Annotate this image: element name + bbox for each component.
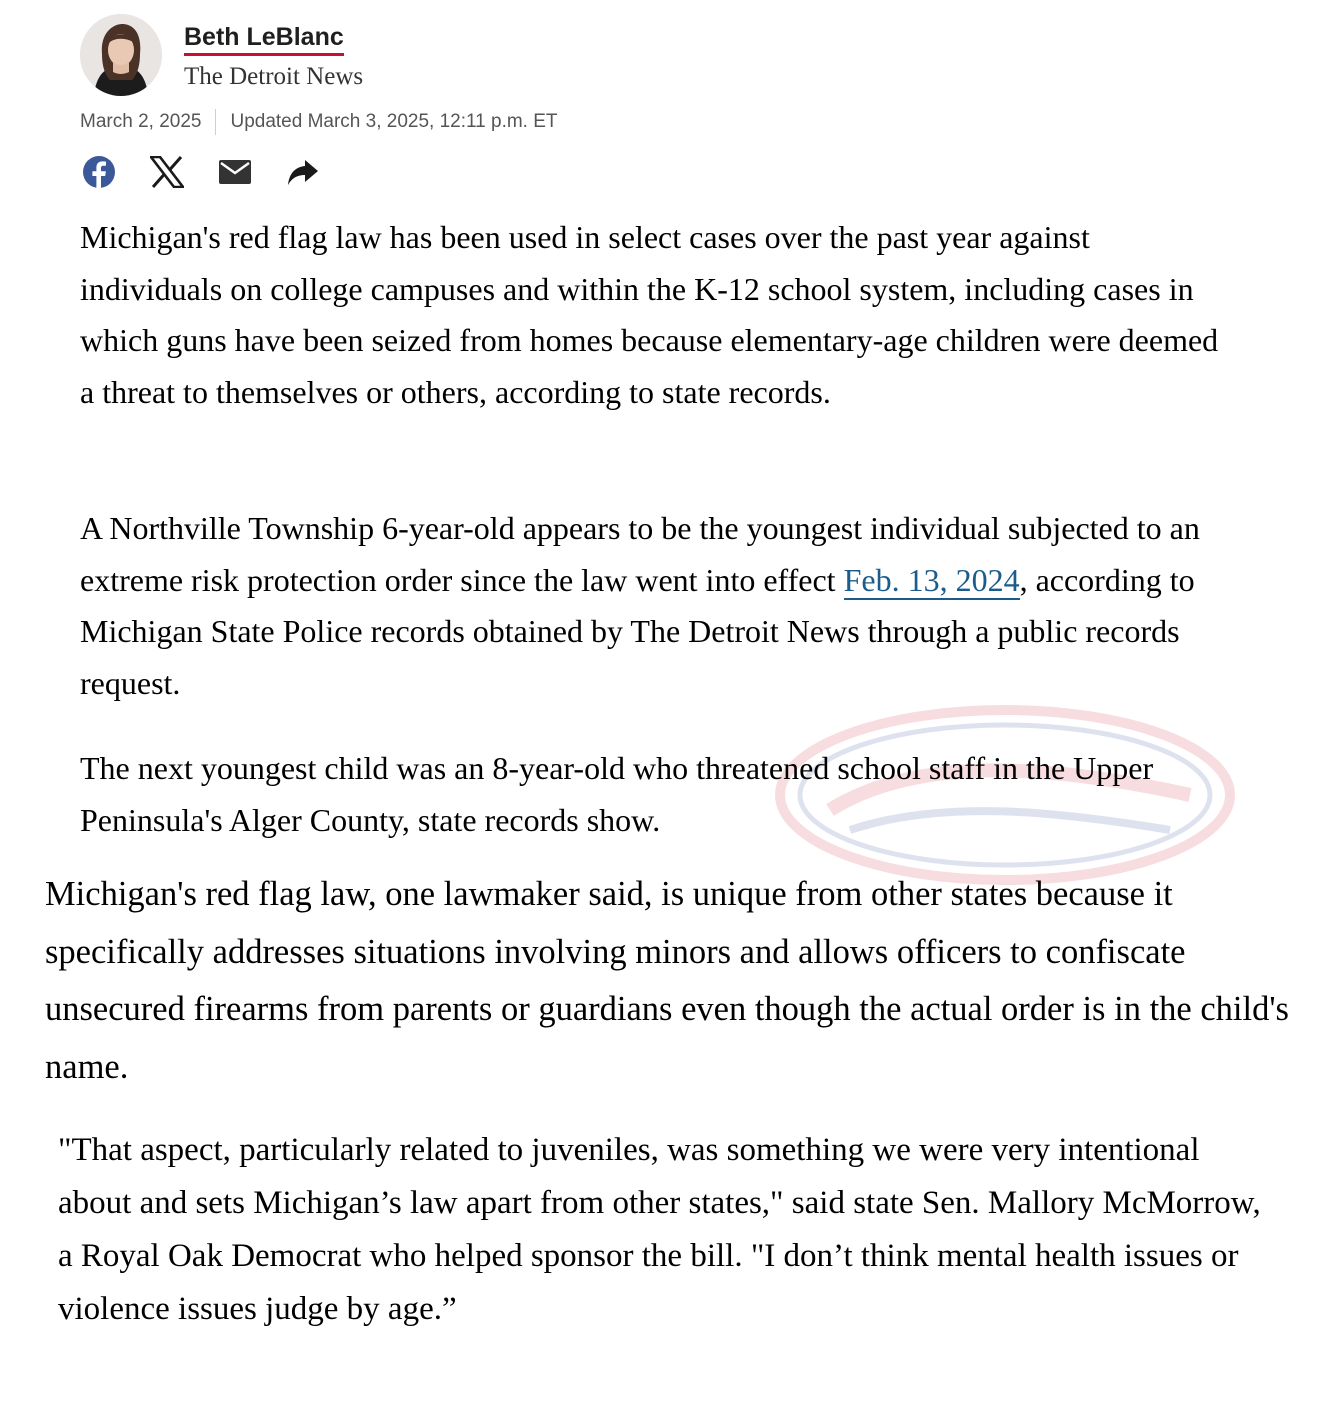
author-avatar[interactable] [80, 14, 162, 96]
share-bar [80, 152, 352, 192]
publication-name: The Detroit News [184, 63, 364, 90]
date-divider [215, 109, 216, 135]
published-date: March 2, 2025 [80, 111, 202, 132]
more-share-button[interactable] [284, 153, 322, 191]
article-quote-paragraph: "That aspect, particularly related to juveniles, was something we were very intentional about and sets Michigan’s law apart from other states," said state Sen. Mallory McMorrow, a Royal Oak Democrat who helped sponsor the bill. "I don’t think mental health issues or violence issues judge by age.” [58, 1132, 1261, 1327]
x-icon [150, 156, 184, 188]
x-share-button[interactable] [148, 153, 186, 191]
facebook-icon [82, 155, 116, 189]
article-paragraph-1: Michigan's red flag law has been used in select cases over the past year against individuals on college campuses and within the K-12 school system, including cases in which guns have been seized from homes because elementary-age children were deemed a threat to themselves or others, according to state records. [80, 219, 1219, 410]
facebook-share-button[interactable] [80, 153, 118, 191]
law-effective-date-link[interactable]: Feb. 13, 2024 [843, 561, 1020, 598]
share-icon [287, 158, 319, 186]
article-paragraph-2: A Northville Township 6-year-old appears to be the youngest individual subjected to an extreme risk protection order since the law went into effect Feb. 13, 2024, according to Michigan State Police records obtained by The Detroit News through a public records request. [80, 510, 1200, 701]
article-dates [80, 108, 558, 136]
email-icon [218, 159, 252, 185]
article-paragraph-4: Michigan's red flag law, one lawmaker said, is unique from other states because it specifically addresses situations involving minors and allows officers to confiscate unsecured firearms from parents or guardians even though the actual order is in the child's name. [45, 875, 1289, 1086]
author-name-link[interactable]: Beth LeBlanc [184, 22, 344, 56]
updated-date: Updated March 3, 2025, 12:11 p.m. ET [230, 111, 558, 132]
author-info [184, 22, 584, 92]
article-paragraph-3: The next youngest child was an 8-year-old who threatened school staff in the Upper Peninsula's Alger County, state records show. [80, 750, 1154, 838]
email-share-button[interactable] [216, 153, 254, 191]
